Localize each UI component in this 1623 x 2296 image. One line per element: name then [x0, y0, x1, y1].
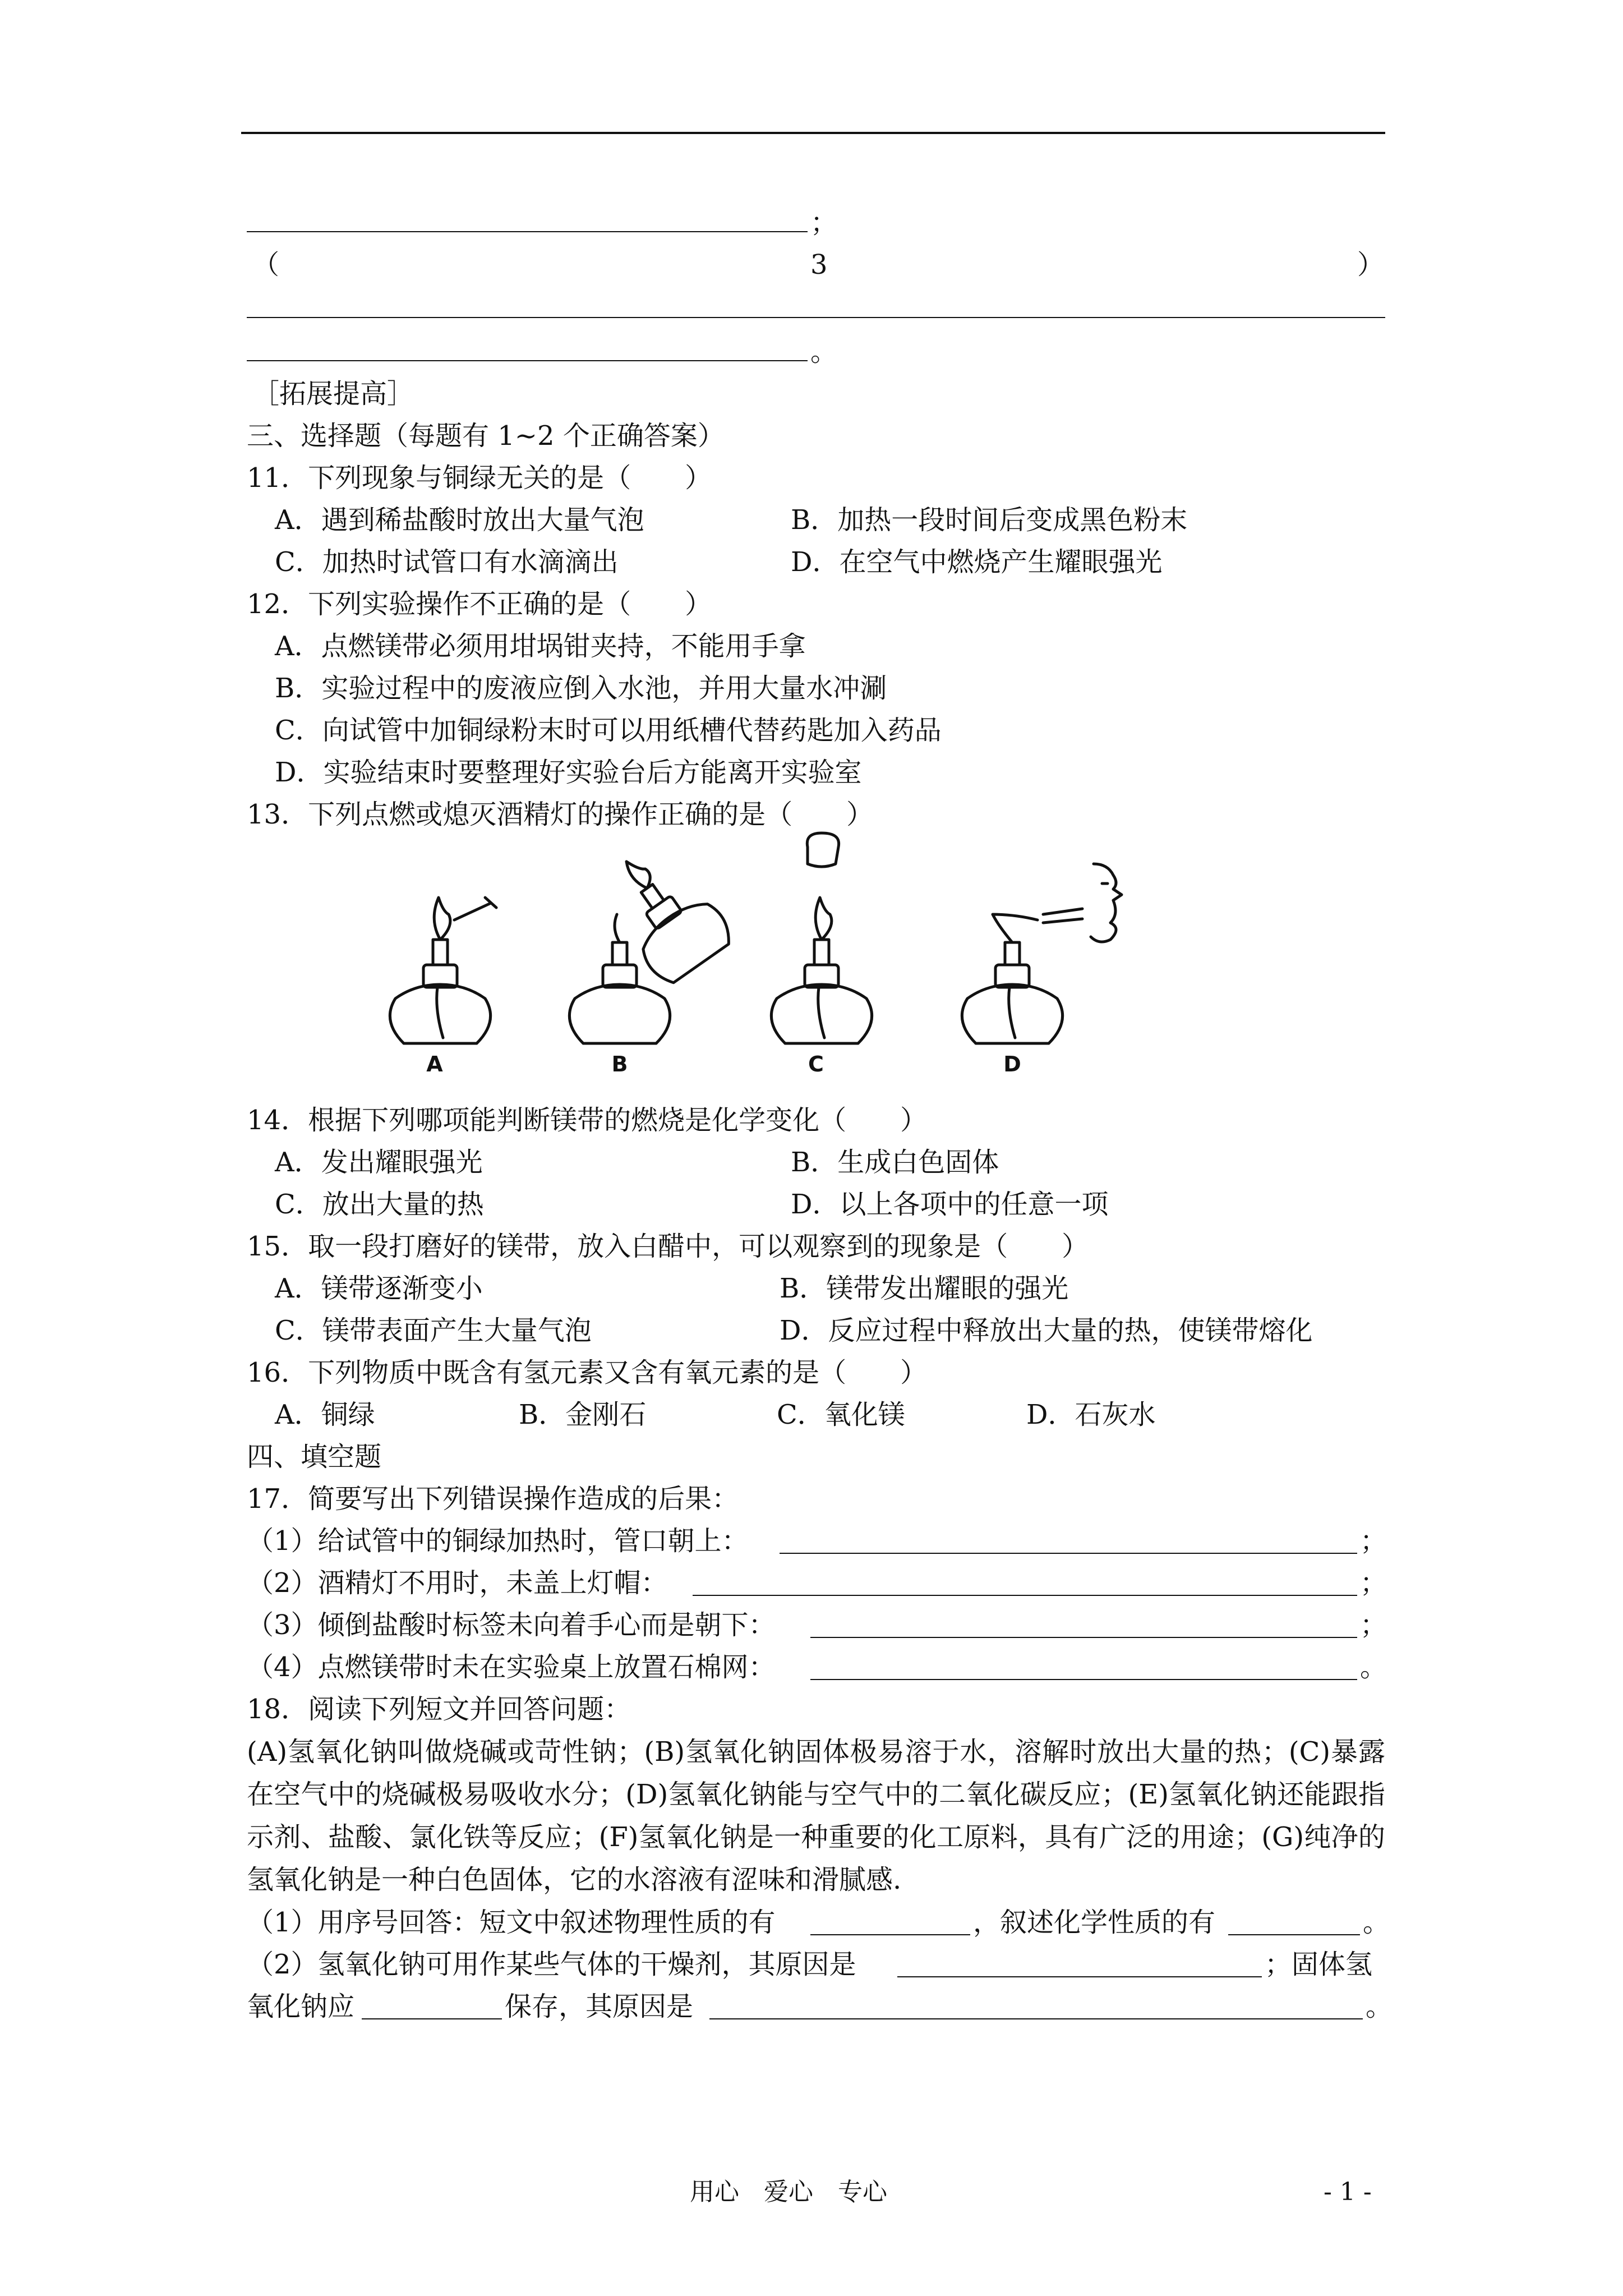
question-16-stem: 16．下列物质中既含有氢元素又含有氧元素的是（ ） [247, 1357, 928, 1388]
figure-label-a: A [426, 1052, 443, 1076]
punctuation: ； [1360, 1525, 1387, 1557]
question-16-option-d: D．石灰水 [1026, 1399, 1156, 1430]
page-number: - 1 - [1324, 2178, 1372, 2206]
figure-label-d: D [1003, 1052, 1021, 1076]
figure-label-b: B [611, 1052, 628, 1076]
question-11-option-a: A．遇到稀盐酸时放出大量气泡 [275, 504, 644, 536]
question-11-stem: 11．下列现象与铜绿无关的是（ ） [247, 462, 712, 494]
question-18-sub-1-b: ，叙述化学性质的有 [973, 1907, 1216, 1938]
question-18-stem: 18．阅读下列短文并回答问题： [247, 1694, 631, 1725]
answer-blank [1228, 1934, 1360, 1935]
question-11-option-c: C．加热时试管口有水滴滴出 [275, 546, 619, 578]
figure-label-c: C [808, 1052, 824, 1076]
punctuation: 。 [1366, 1991, 1393, 2022]
question-17-item-2: （2）酒精灯不用时，未盖上灯帽： [247, 1567, 668, 1599]
question-11-option-d: D．在空气中燃烧产生耀眼强光 [791, 546, 1163, 578]
punctuation: ； [1360, 1567, 1387, 1599]
question-16-option-c: C．氧化镁 [777, 1399, 905, 1430]
answer-blank [780, 1553, 1357, 1554]
lamp-c-icon [771, 833, 872, 1043]
header-rule [241, 132, 1385, 134]
question-16-option-b: B．金刚石 [519, 1399, 647, 1430]
question-18-sub-2-c: 氧化钠应 [247, 1991, 355, 2022]
question-18-sub-2-a: （2）氢氧化钠可用作某些气体的干燥剂，其原因是 [247, 1949, 856, 1980]
question-14-option-b: B．生成白色固体 [791, 1147, 999, 1178]
section-3-title: 三、选择题（每题有 1~2 个正确答案） [247, 420, 725, 452]
punctuation: 。 [810, 336, 838, 367]
question-15-stem: 15．取一段打磨好的镁带，放入白醋中，可以观察到的现象是（ ） [247, 1231, 1089, 1262]
punctuation: 。 [1363, 1907, 1390, 1938]
alcohol-lamp-figure [348, 830, 1161, 1077]
question-14-option-d: D．以上各项中的任意一项 [791, 1189, 1109, 1220]
paren-close: ） [1357, 249, 1385, 280]
question-14-option-c: C．放出大量的热 [275, 1189, 484, 1220]
question-16-option-a: A．铜绿 [275, 1399, 375, 1430]
answer-blank [709, 2018, 1363, 2019]
section-extension: ［拓展提高］ [252, 378, 414, 409]
question-12-option-c: C．向试管中加铜绿粉末时可以用纸槽代替药匙加入药品 [275, 715, 942, 746]
question-15-option-a: A．镁带逐渐变小 [275, 1273, 483, 1304]
answer-blank [810, 1637, 1357, 1638]
paren-number: 3 [810, 249, 828, 280]
question-12-stem: 12．下列实验操作不正确的是（ ） [247, 588, 712, 620]
answer-blank [810, 1679, 1357, 1680]
footer-slogan: 用心 爱心 专心 [690, 2178, 887, 2206]
answer-blank [693, 1595, 1357, 1596]
answer-blank [362, 2018, 502, 2019]
lamp-b-icon [569, 835, 737, 1043]
paren-open: （ [252, 249, 280, 280]
answer-blank [247, 317, 1385, 318]
question-17-item-1: （1）给试管中的铜绿加热时，管口朝上： [247, 1525, 749, 1557]
question-15-option-c: C．镁带表面产生大量气泡 [275, 1315, 592, 1346]
question-12-option-d: D．实验结束时要整理好实验台后方能离开实验室 [275, 757, 862, 788]
section-4-title: 四、填空题 [247, 1441, 382, 1473]
question-13-stem: 13．下列点燃或熄灭酒精灯的操作正确的是（ ） [247, 799, 874, 830]
question-11-option-b: B．加热一段时间后变成黑色粉末 [791, 504, 1188, 536]
lamp-a-icon [390, 898, 496, 1043]
punctuation: 。 [1360, 1651, 1387, 1683]
question-17-item-4: （4）点燃镁带时未在实验桌上放置石棉网： [247, 1651, 776, 1683]
question-15-option-b: B．镁带发出耀眼的强光 [780, 1273, 1069, 1304]
question-15-option-d: D．反应过程中释放出大量的热，使镁带熔化 [780, 1315, 1313, 1346]
question-18-sub-2-b: ；固体氢 [1265, 1949, 1373, 1980]
answer-blank [247, 360, 808, 361]
question-12-option-a: A．点燃镁带必须用坩埚钳夹持，不能用手拿 [275, 631, 806, 662]
question-14-option-a: A．发出耀眼强光 [275, 1147, 483, 1178]
answer-blank [810, 1934, 970, 1935]
question-18-sub-2-d: 保存，其原因是 [505, 1991, 694, 2022]
question-17-item-3: （3）倾倒盐酸时标签未向着手心而是朝下： [247, 1609, 776, 1641]
answer-blank [897, 1976, 1262, 1977]
question-12-option-b: B．实验过程中的废液应倒入水池，并用大量水冲涮 [275, 673, 887, 704]
question-18-passage: (A)氢氧化钠叫做烧碱或苛性钠；(B)氢氧化钠固体极易溶于水，溶解时放出大量的热；(C)暴露在空气中的烧碱极易吸收水分；(D)氢氧化钠能与空气中的二氧化碳反应；(E)氢氧化钠还能跟指示剂、盐酸、氯化铁等反应；(F)氢氧化钠是一种重要的化工原料，具有广泛的用途；(G)纯净的氢氧化钠是一种白色固体，它的水溶液有涩味和滑腻感. [247, 1736, 1385, 1895]
lamp-d-icon [962, 864, 1122, 1043]
question-14-stem: 14．根据下列哪项能判断镁带的燃烧是化学变化（ ） [247, 1105, 928, 1136]
punctuation: ； [1360, 1609, 1387, 1641]
punctuation: ； [810, 207, 838, 238]
answer-blank [247, 231, 808, 232]
question-17-stem: 17．简要写出下列错误操作造成的后果： [247, 1483, 739, 1515]
question-18-sub-1-a: （1）用序号回答：短文中叙述物理性质的有 [247, 1907, 776, 1938]
